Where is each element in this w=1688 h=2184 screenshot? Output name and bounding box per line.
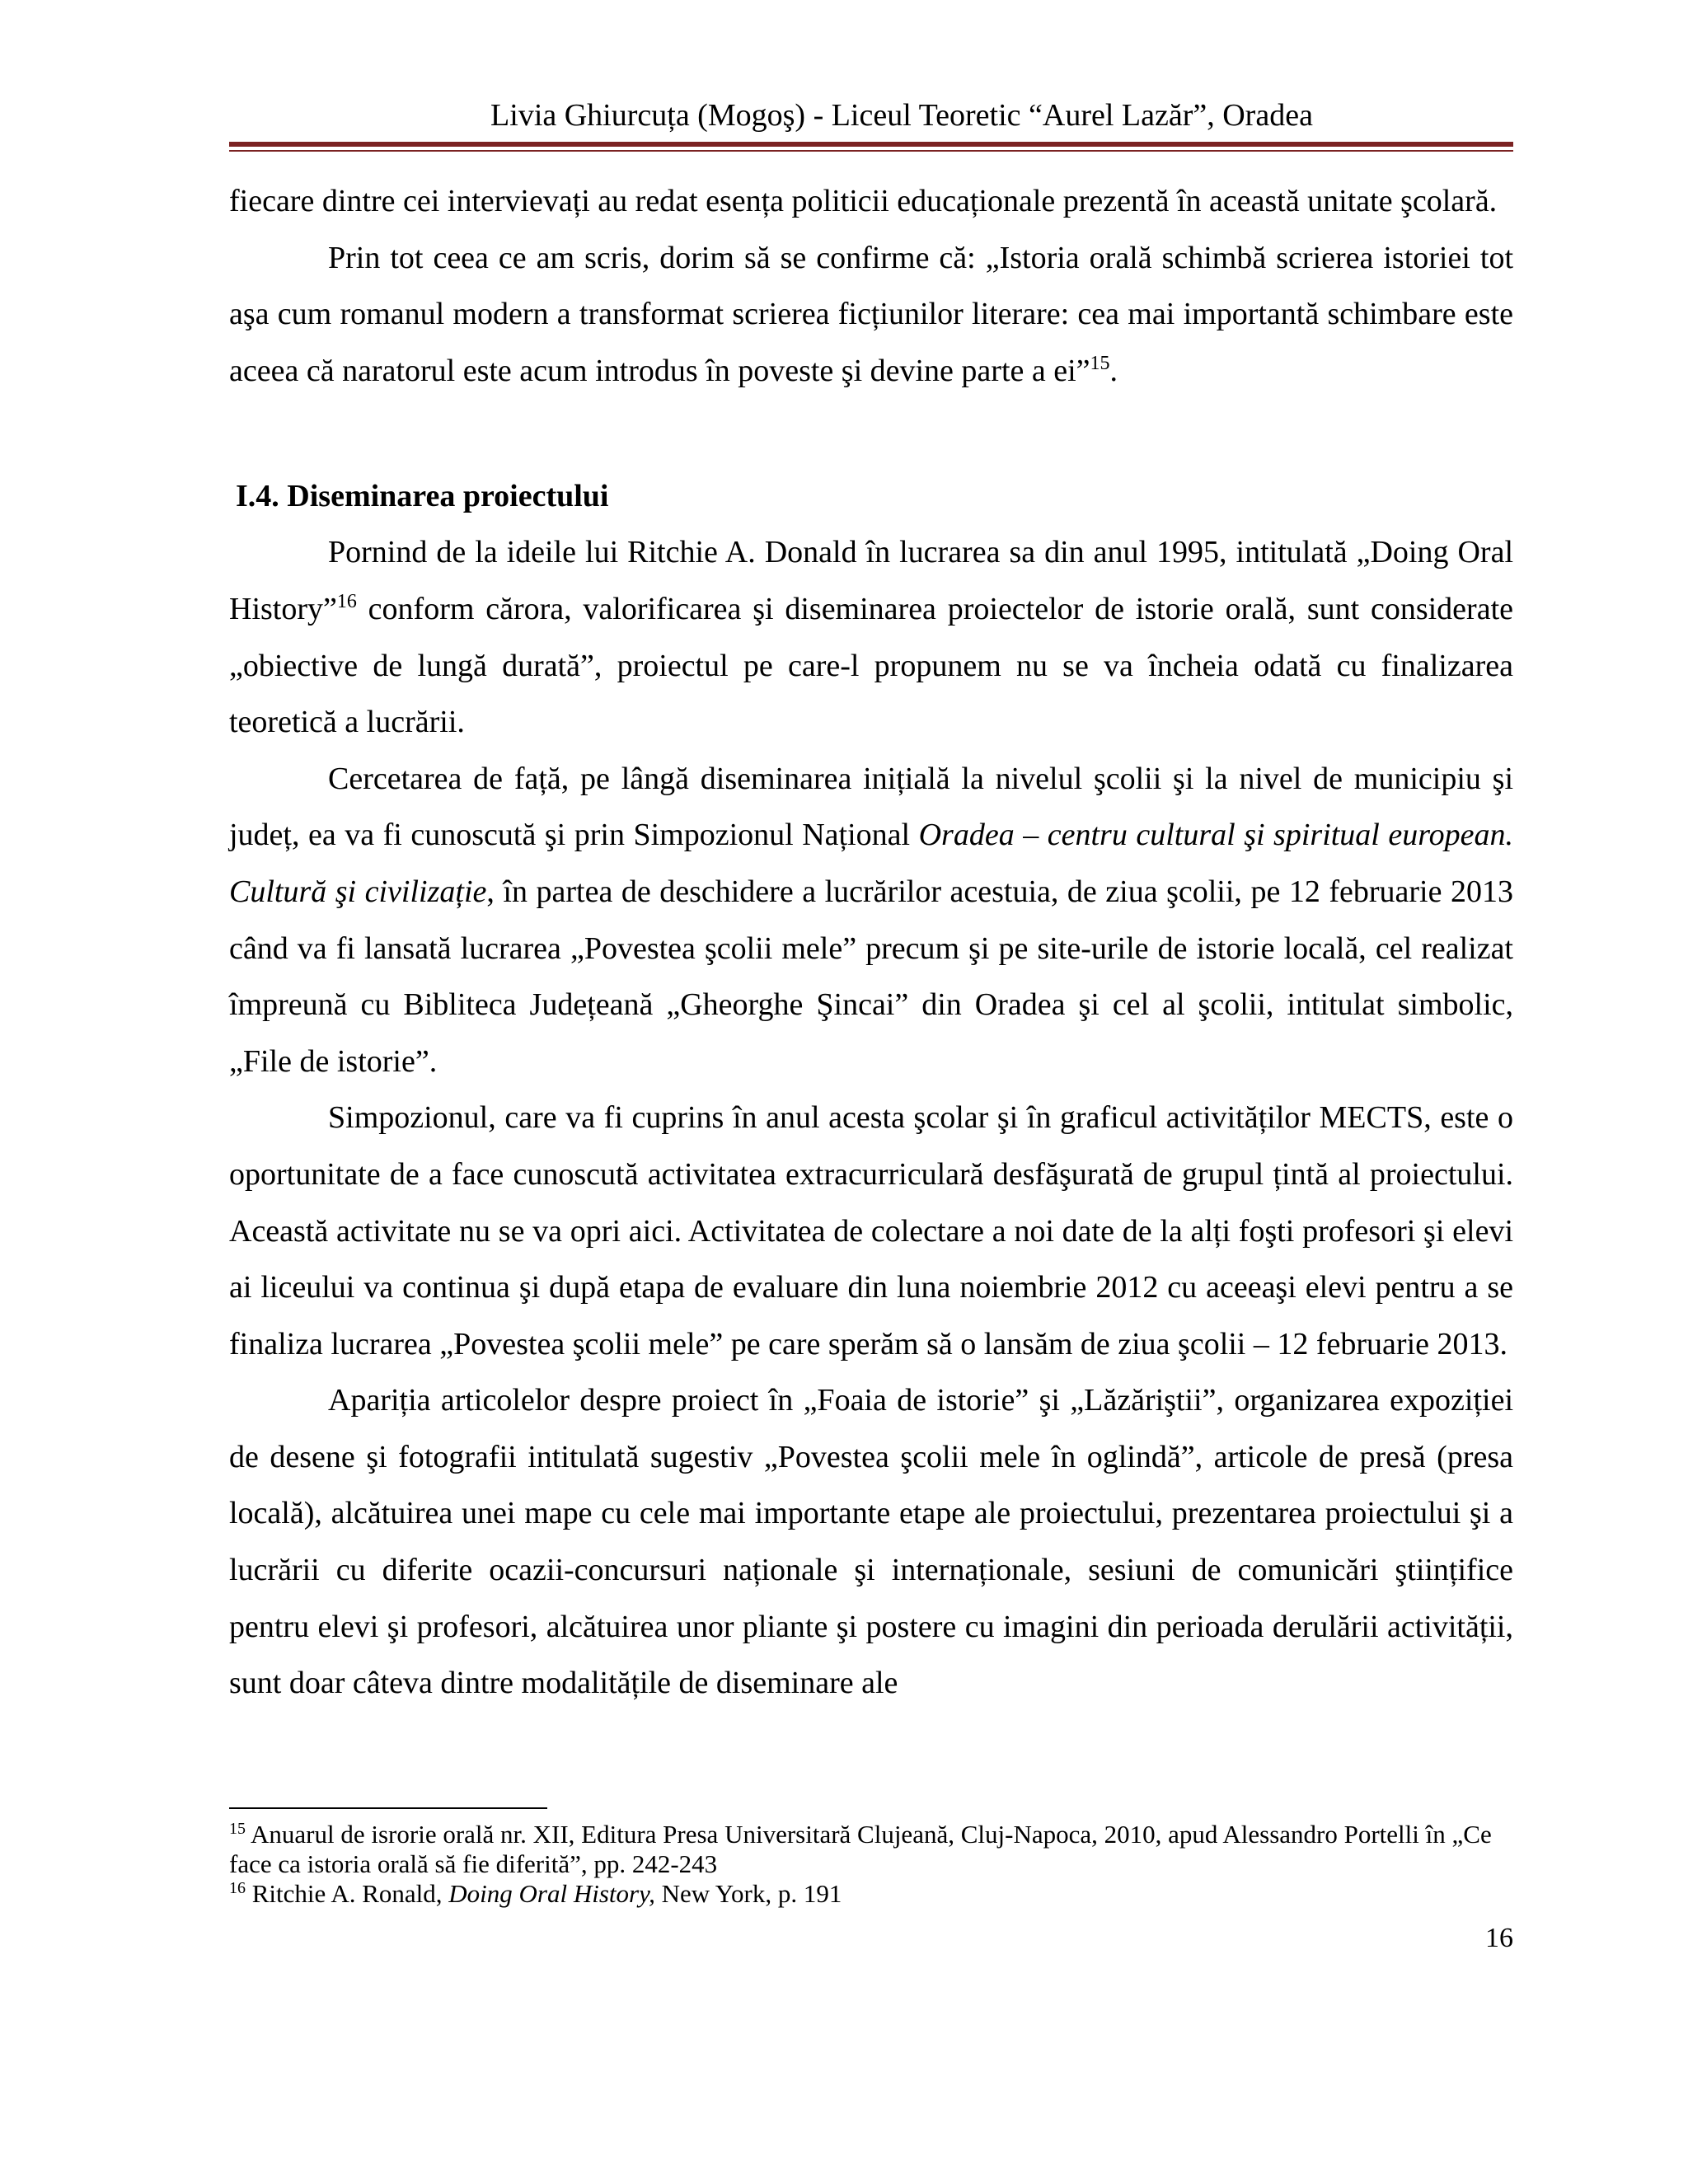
paragraph-text: Pornind de la ideile lui Ritchie A. Donald în lucrarea sa din anul 1995, intitulată „Doing Oral History” xyxy=(229,535,1513,626)
footnotes xyxy=(229,1820,1513,1909)
paragraph-text: conform cărora, valorificarea şi diseminarea proiectelor de istorie orală, sunt considerate „obiective de lungă durată”, proiectul pe care-l propunem nu se va încheia odată cu finalizarea teoretică a lucrării. xyxy=(229,591,1513,740)
header-rule xyxy=(229,142,1513,147)
paragraph-mects: Simpozionul, care va fi cuprins în anul acesta şcolar şi în graficul activităților MECTS, este o oportunitate de a face cunoscută activitatea extracurriculară desfăşurată de grupul țintă al proiectului. Această activitate nu se va opri aici. Activitatea de colectare a noi date de la alți foşti profesori şi elevi ai liceului va continua şi după etapa de evaluare din luna noiembrie 2012 cu aceeaşi elevi pentru a se finaliza lucrarea „Povestea şcolii mele” pe care sperăm să o lansăm de ziua şcolii – 12 februarie 2013. xyxy=(229,1100,1513,1361)
footnote-number: 16 xyxy=(229,1879,246,1897)
footnote-ref-15[interactable]: 15 xyxy=(1090,352,1110,374)
footnote-text: Anuarul de isrorie orală nr. XII, Editura Presa Universitară Clujeană, Cluj-Napoca, 2010, apud Alessandro Portelli în „Ce face ca istoria orală să fie diferită”, pp. 242-243 xyxy=(229,1820,1492,1878)
paragraph-dissemination: Apariția articolelor despre proiect în „Foaia de istorie” şi „Lăzăriştii”, organizarea expoziției de desene şi fotografii intitulată sugestiv „Povestea şcolii mele în oglindă”, articole de presă (presa locală), alcătuirea unei mape cu cele mai importante etape ale proiectului, prezentarea proiectului şi a lucrării cu diferite ocazii-concursuri naționale şi internaționale, sesiuni de comunicări ştiințifice pentru elevi şi profesori, alcătuirea unor pliante şi postere cu imagini din perioada derulării activității, sunt doar câteva dintre modalitățile de diseminare ale xyxy=(229,1383,1513,1701)
paragraph-oral-history-quote xyxy=(229,230,1513,400)
footnote-ref-16[interactable]: 16 xyxy=(336,590,357,612)
page-number: 16 xyxy=(1485,1923,1513,1953)
section-heading: I.4. Diseminarea proiectului xyxy=(236,479,609,514)
footnote-text: Ritchie A. Ronald, xyxy=(246,1879,449,1908)
header-rule-thin xyxy=(229,150,1513,152)
paragraph-text: Cercetarea de față, pe lângă diseminarea inițială la nivelul şcolii şi la nivel de municipiu şi județ, ea va fi cunoscută şi prin Simpozionul Național xyxy=(229,761,1513,853)
symposium-title: Oradea – centru cultural şi spiritual european. Cultură şi civilizație xyxy=(229,818,1514,909)
footnote-text: New York, p. 191 xyxy=(654,1879,842,1908)
paragraph-ritchie xyxy=(229,524,1513,750)
footnote-book-title: Doing Oral History, xyxy=(448,1879,655,1908)
main-content xyxy=(229,173,1513,1712)
paragraph-continuation: fiecare dintre cei intervievați au redat esența politicii educaționale prezentă în această unitate şcolară. xyxy=(229,184,1498,218)
footnote-number: 15 xyxy=(229,1820,246,1838)
quote-end: . xyxy=(1109,353,1118,388)
footnote-16 xyxy=(229,1879,1513,1909)
page-header: Livia Ghiurcuța (Mogoş) - Liceul Teoretic “Aurel Lazăr”, Oradea xyxy=(490,98,1313,133)
footnote-15 xyxy=(229,1820,1513,1879)
section-gap xyxy=(229,399,1513,475)
quote-text: Prin tot ceea ce am scris, dorim să se confirme că: „Istoria orală schimbă scrierea istoriei tot aşa cum romanul modern a transformat scrierea ficțiunilor literare: cea mai importantă schimbare este aceea că naratorul este acum introdus în poveste şi devine parte a ei” xyxy=(229,240,1513,388)
paragraph-text: , în partea de deschidere a lucrărilor acestuia, de ziua şcolii, pe 12 februarie 2013 când va fi lansată lucrarea „Povestea şcolii mele” precum şi pe site-urile de istorie locală, cel realizat împreună cu Bibliteca Județeană „Gheorghe Şincai” din Oradea şi cel al şcolii, intitulat simbolic, „File de istorie”. xyxy=(229,874,1514,1079)
paragraph-symposium xyxy=(229,751,1513,1090)
footnote-separator xyxy=(229,1807,547,1809)
